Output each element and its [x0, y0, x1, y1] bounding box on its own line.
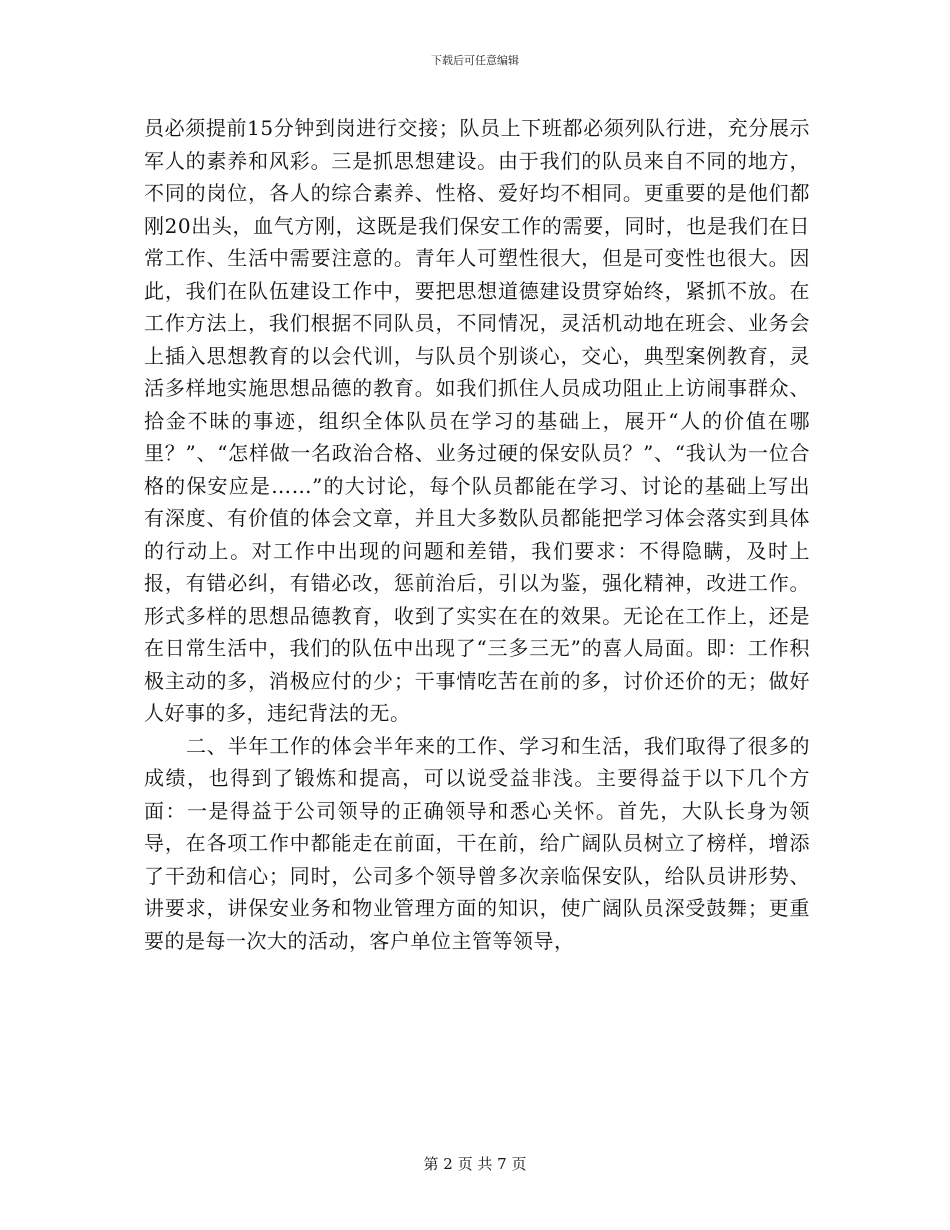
paragraph-section-two: 二、半年工作的体会半年来的工作、学习和生活，我们取得了很多的成绩，也得到了锻炼和提高，可以说受益非浅。主要得益于以下几个方面：一是得益于公司领导的正确领导和悉心关怀。首先，大队长身为领导，在各项工作中都能走在前面，干在前，给广阔队员树立了榜样，增添了干劲和信心；同时，公司多个领导曾多次亲临保安队，给队员讲形势、讲要求，讲保安业务和物业管理方面的知识，使广阔队员深受鼓舞；更重要的是每一次大的活动，客户单位主管等领导，: [144, 733, 810, 953]
page-header: [0, 54, 950, 68]
paragraph-continued: 员必须提前15分钟到岗进行交接；队员上下班都必须列队行进，充分展示军人的素养和风彩。三是抓思想建设。由于我们的队员来自不同的地方，不同的岗位，各人的综合素养、性格、爱好均不相同。更重要的是他们都刚20出头，血气方刚，这既是我们保安工作的需要，同时，也是我们在日常工作、生活中需要注意的。青年人可塑性很大，但是可变性也很大。因此，我们在队伍建设工作中，要把思想道德建设贯穿始终，紧抓不放。在工作方法上，我们根据不同队员，不同情况，灵活机动地在班会、业务会上插入思想教育的以会代训，与队员个别谈心，交心，典型案例教育，灵活多样地实施思想品德的教育。如我们抓住人员成功阻止上访闹事群众、拾金不昧的事迹，组织全体队员在学习的基础上，展开“人的价值在哪里？”、“怎样做一名政治合格、业务过硬的保安队员？”、“我认为一位合格的保安应是……”的大讨论，每个队员都能在学习、讨论的基础上写出有深度、有价值的体会文章，并且大多数队员都能把学习体会落实到具体的行动上。对工作中出现的问题和差错，我们要求：不得隐瞒，及时上报，有错必纠，有错必改，惩前治后，引以为鉴，强化精神，改进工作。形式多样的思想品德教育，收到了实实在在的效果。无论在工作上，还是在日常生活中，我们的队伍中出现了“三多三无”的喜人局面。即：工作积极主动的多，消极应付的少；干事情吃苦在前的多，讨价还价的无；做好人好事的多，违纪背法的无。: [144, 116, 810, 725]
document-body: [144, 112, 810, 957]
page-footer: [0, 1154, 950, 1174]
header-note: 下载后可任意编辑: [431, 54, 519, 67]
page-number: 第 2 页 共 7 页: [423, 1155, 527, 1173]
